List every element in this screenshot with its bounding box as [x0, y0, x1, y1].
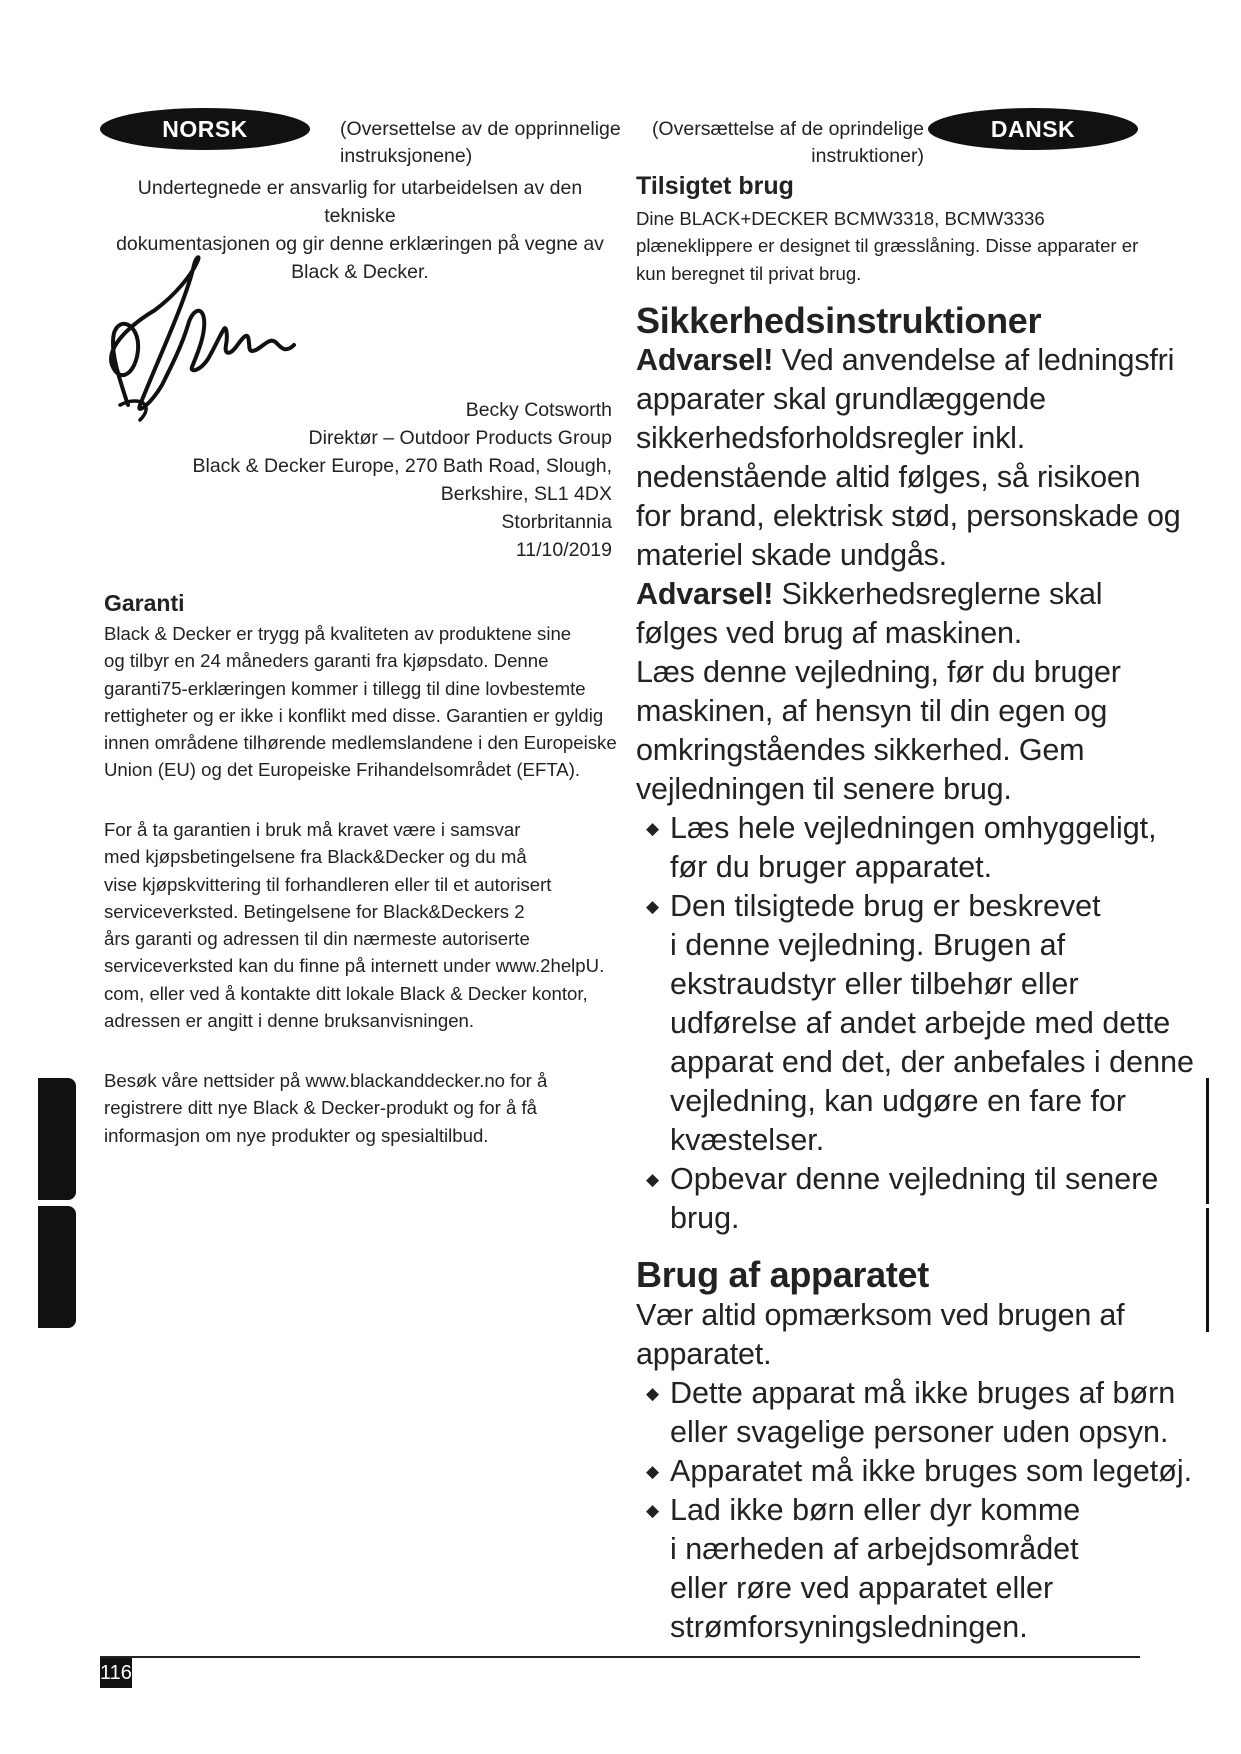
norsk-translation-note: (Oversettelse av de opprinnelige instruksjonene)	[340, 118, 621, 167]
signatory-block: Becky Cotsworth Direktør – Outdoor Products Group Black & Decker Europe, 270 Bath Road, Slough, Berkshire, SL1 4DX Storbritannia 11/10/2019	[192, 399, 612, 561]
bullet-diamond-icon: ◆	[646, 1462, 660, 1481]
warning-label: Advarsel!	[636, 343, 774, 377]
garanti-paragraph-1: Black & Decker er trygg på kvaliteten av produktene sine og tilbyr en 24 måneders garanti fra kjøpsdato. Denne garanti75-erklæringen kommer i tillegg til dine lovbestemte rettigheter og er ikke i konflikt med disse. Garantien er gyldig innen områdene tilhørende medlemslandene i den Europeiske Union (EU) og det Europeiske Frihandelsområdet (EFTA).	[104, 623, 617, 781]
use-heading: Brug af apparatet	[636, 1254, 929, 1295]
bullet-diamond-icon: ◆	[646, 1170, 660, 1189]
bullet-diamond-icon: ◆	[646, 897, 660, 916]
tilsigtet-text: Dine BLACK+DECKER BCMW3318, BCMW3336 plæneklippere er designet til græsslåning. Disse apparater er kun beregnet til privat brug.	[636, 208, 1139, 284]
tilsigtet-heading: Tilsigtet brug	[636, 172, 794, 200]
page-number: 116	[100, 1658, 132, 1688]
bullet-diamond-icon: ◆	[646, 1501, 660, 1520]
use-text: Vær altid opmærksom ved brugen af apparatet.	[636, 1298, 1125, 1371]
dansk-translation-note: (Oversættelse af de oprindelige instruktioner)	[651, 118, 924, 167]
read-instructions-text: Læs denne vejledning, før du bruger maskinen, af hensyn til din egen og omkringståendes sikkerhed. Gem vejledningen til senere brug.	[636, 655, 1121, 806]
warning-1: Advarsel! Ved anvendelse af ledningsfri apparater skal grundlæggende sikkerhedsforholdsregler inkl. nedenstående altid følges, så risikoen for brand, elektrisk stød, personskade og materiel skade undgås.	[636, 343, 1181, 572]
margin-mark-lower	[1206, 1208, 1209, 1332]
thumb-tab-upper	[38, 1078, 76, 1200]
warning-2: Advarsel! Sikkerhedsreglerne skal følges ved brug af maskinen.	[636, 577, 1103, 650]
garanti-heading: Garanti	[104, 590, 185, 616]
margin-mark-upper	[1206, 1078, 1209, 1204]
thumb-tab-lower	[38, 1206, 76, 1328]
garanti-paragraph-3: Besøk våre nettsider på www.blackanddecker.no for å registrere ditt nye Black & Decker-produkt og for å få informasjon om nye produkter og spesialtilbud.	[104, 1070, 548, 1146]
warning-label: Advarsel!	[636, 577, 774, 611]
garanti-paragraph-2: For å ta garantien i bruk må kravet være i samsvar med kjøpsbetingelsene fra Black&Decker og du må vise kjøpskvittering til forhandleren eller til et autorisert serviceverksted. Betingelsene for Black&Deckers 2 års garanti og adressen til din nærmeste autoriserte serviceverksted kan du finne på internett under www.2helpU. com, eller ved å kontakte ditt lokale Black & Decker kontor, adressen er angitt i denne bruksanvisningen.	[104, 819, 605, 1032]
bullet-diamond-icon: ◆	[646, 819, 660, 838]
footer-rule	[100, 1656, 1140, 1658]
dansk-label: DANSK	[928, 108, 1138, 150]
declaration-text: Undertegnede er ansvarlig for utarbeidelsen av den tekniske dokumentasjonen og gir denne erklæringen på vegne av Black & Decker.	[116, 177, 604, 283]
safety-heading: Sikkerhedsinstruktioner	[636, 300, 1042, 341]
norsk-label: NORSK	[100, 108, 310, 150]
bullet-diamond-icon: ◆	[646, 1384, 660, 1403]
